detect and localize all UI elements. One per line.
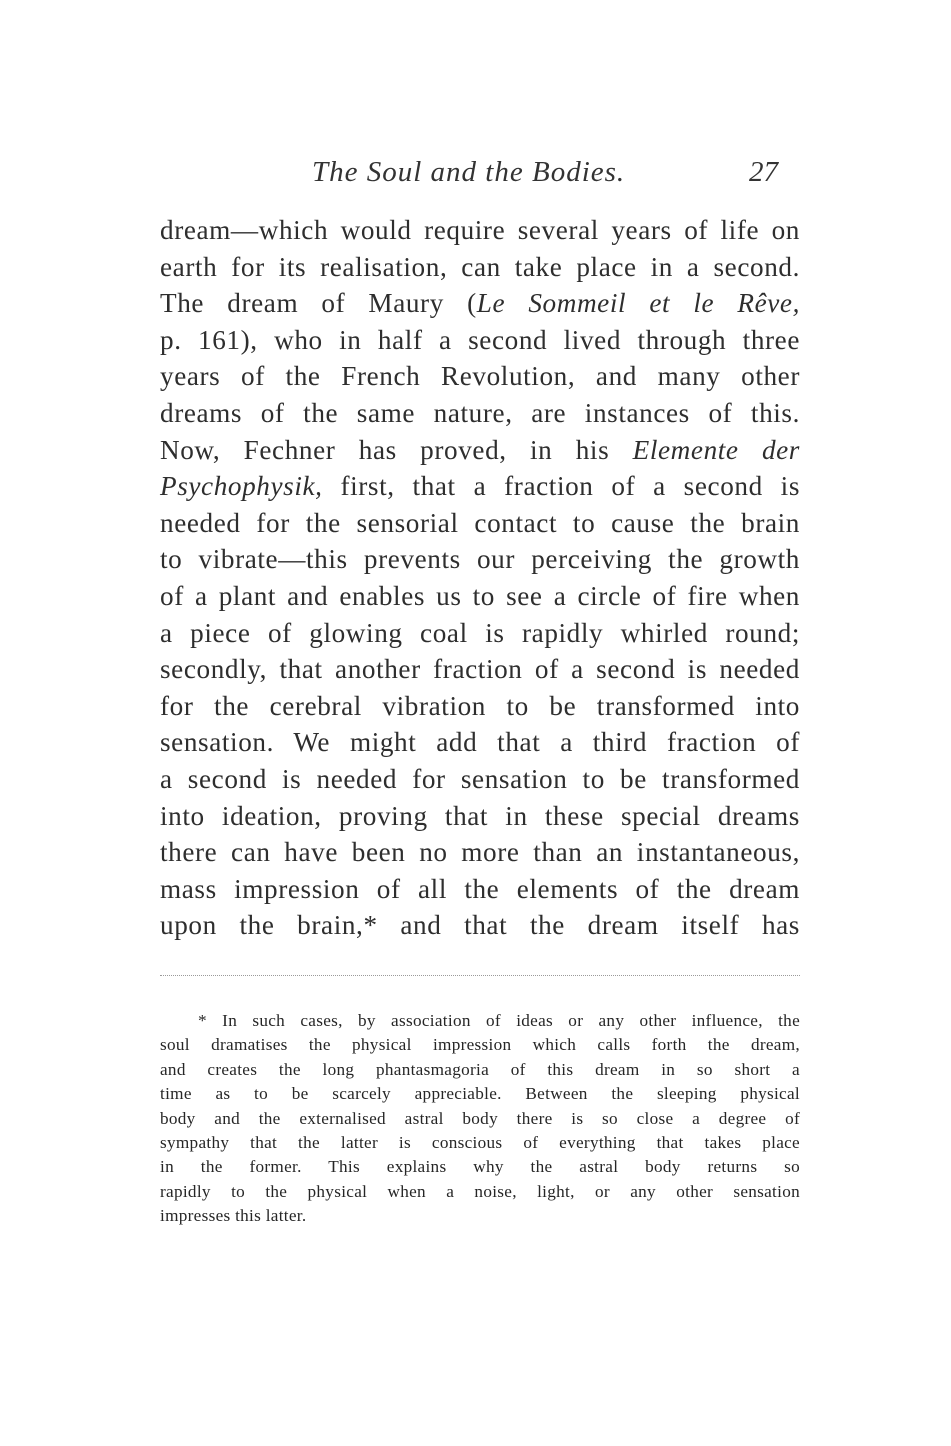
text-line: for the cerebral vibration to be transformed into: [160, 690, 800, 721]
text-line: to vibrate—this prevents our perceiving the growth: [160, 544, 800, 575]
text-line: into ideation, proving that in these special dreams: [160, 800, 800, 831]
footnote-line: in the former. This explains why the astral body returns so: [160, 1157, 800, 1177]
running-title: The Soul and the Bodies.: [312, 156, 626, 188]
body-text: [160, 212, 800, 944]
text-line: needed for the sensorial contact to cause the brain: [160, 507, 800, 538]
text-line: dream—which would require several years of life on: [160, 215, 800, 245]
text-line: The dream of Maury (Le Sommeil et le Rêve,: [160, 288, 800, 319]
footnote-divider: [160, 975, 800, 976]
footnote-line: sympathy that the latter is conscious of everything that takes place: [160, 1132, 800, 1152]
footnote-line: soul dramatises the physical impression which calls forth the dream,: [160, 1035, 800, 1055]
footnote-line: time as to be scarcely appreciable. Between the sleeping physical: [160, 1084, 800, 1104]
text-line: Psychophysik, first, that a fraction of a second is: [160, 471, 800, 502]
footnote-line: impresses this latter.: [160, 1206, 307, 1226]
text-line: of a plant and enables us to see a circle of fire when: [160, 580, 800, 611]
text-line: years of the French Revolution, and many other: [160, 361, 800, 392]
footnote-line: * In such cases, by association of ideas or any other influence, the: [198, 1011, 800, 1030]
text-line: Now, Fechner has proved, in his Elemente der: [160, 434, 800, 465]
footnote: [160, 1009, 800, 1229]
text-line: sensation. We might add that a third fraction of: [160, 727, 800, 758]
text-line: p. 161), who in half a second lived through three: [160, 324, 800, 355]
footnote-line: body and the externalised astral body there is so close a degree of: [160, 1108, 800, 1128]
text-line: a second is needed for sensation to be transformed: [160, 763, 800, 794]
footnote-line: rapidly to the physical when a noise, light, or any other sensation: [160, 1181, 800, 1201]
page-header: [160, 156, 800, 196]
footnote-line: and creates the long phantasmagoria of this dream in so short a: [160, 1059, 800, 1079]
text-line: mass impression of all the elements of the dream: [160, 873, 800, 904]
page-number: 27: [749, 156, 778, 188]
text-line: dreams of the same nature, are instances of this.: [160, 397, 800, 428]
text-line: upon the brain,* and that the dream itself has: [160, 910, 800, 941]
text-line: earth for its realisation, can take place in a second.: [160, 251, 800, 282]
text-line: a piece of glowing coal is rapidly whirled round;: [160, 617, 800, 648]
text-line: secondly, that another fraction of a second is needed: [160, 654, 800, 685]
text-line: there can have been no more than an instantaneous,: [160, 837, 800, 868]
